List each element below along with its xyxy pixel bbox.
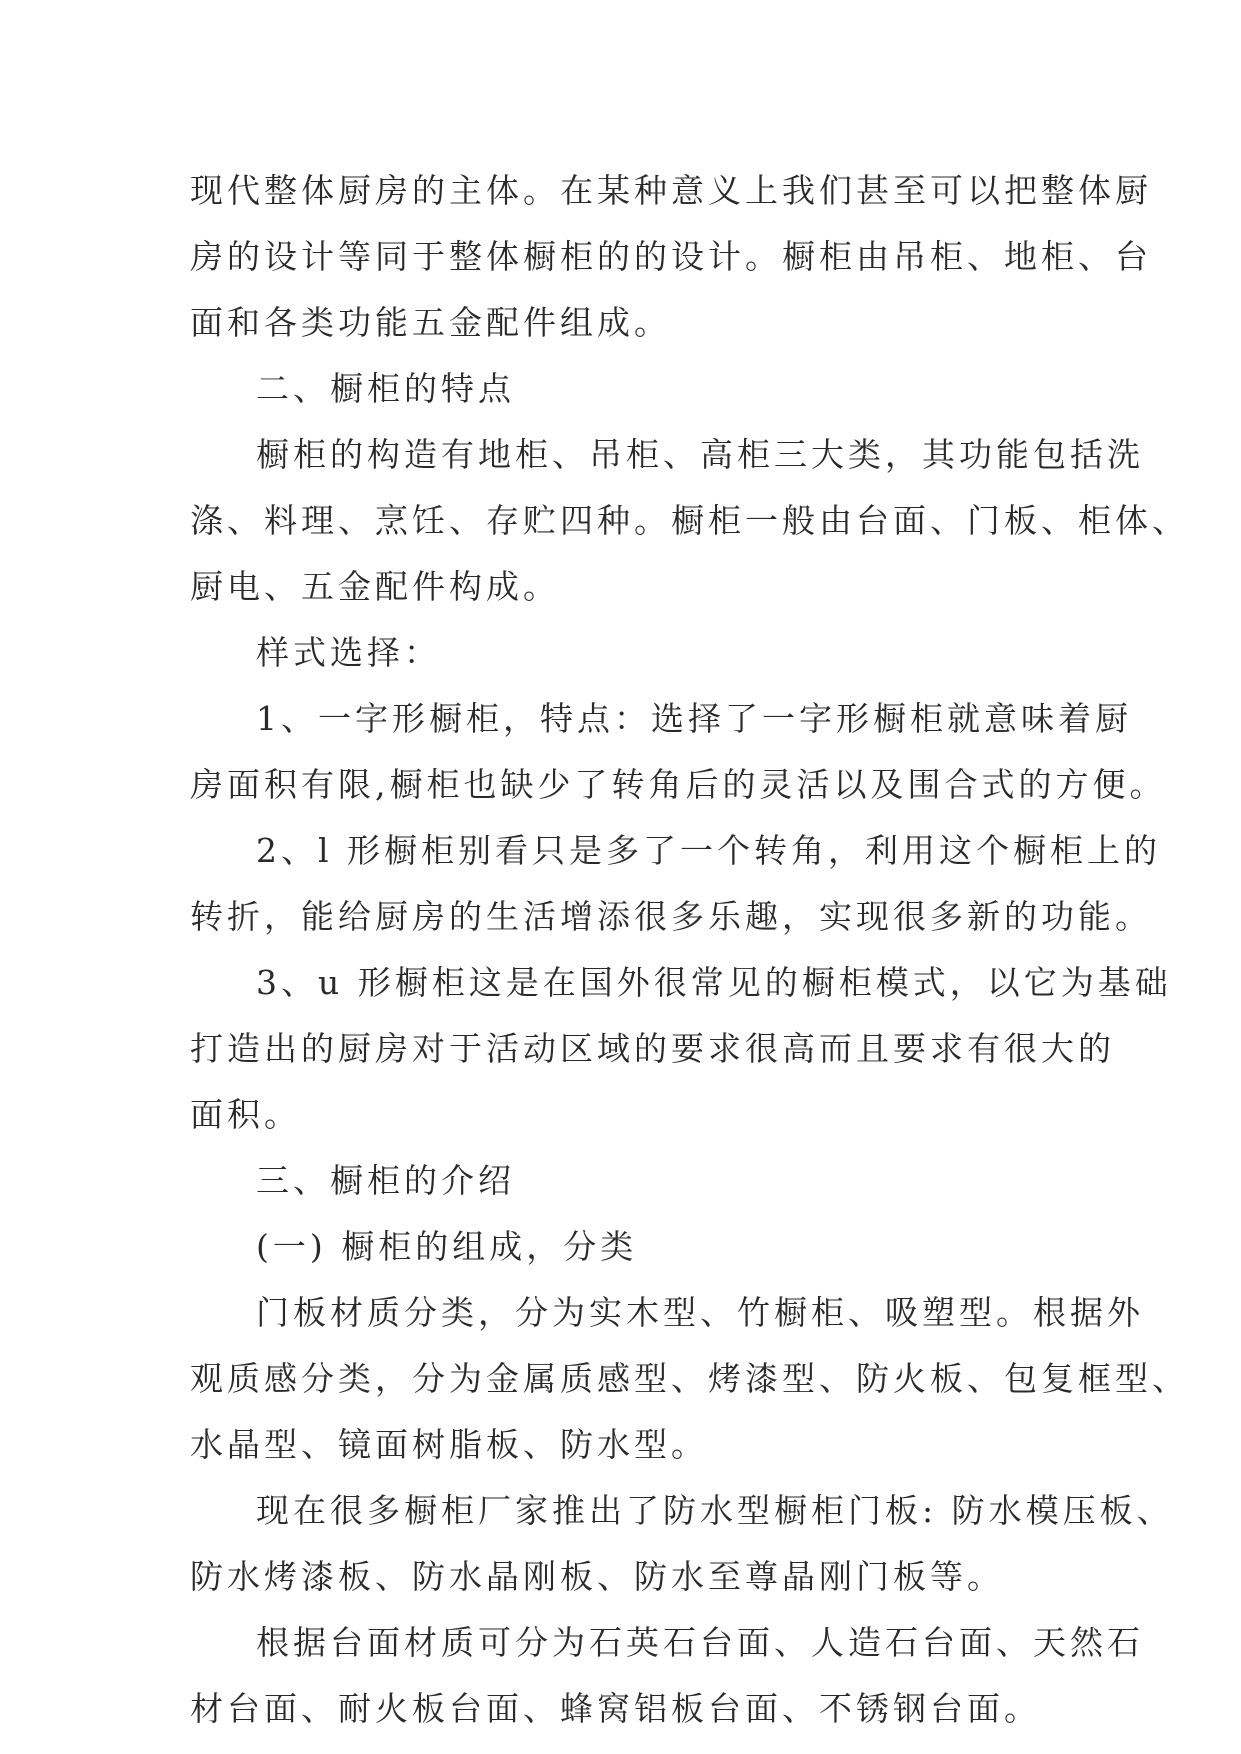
text-line: 门板材质分类，分为实木型、竹橱柜、吸塑型。根据外 bbox=[256, 1293, 1144, 1332]
list-item: 1、一字形橱柜，特点：选择了一字形橱柜就意味着厨 bbox=[256, 699, 1132, 738]
section-heading: 二、橱柜的特点 bbox=[256, 369, 515, 408]
list-item: 2、l 形橱柜别看只是多了一个转角，利用这个橱柜上的 bbox=[256, 831, 1162, 870]
text-line: 现代整体厨房的主体。在某种意义上我们甚至可以把整体厨 bbox=[190, 171, 1152, 210]
text-line: 厨电、五金配件构成。 bbox=[190, 567, 560, 606]
text-line: 房的设计等同于整体橱柜的的设计。橱柜由吊柜、地柜、台 bbox=[190, 237, 1152, 276]
subheading: (一) 橱柜的组成，分类 bbox=[256, 1227, 638, 1266]
text-line: 涤、料理、烹饪、存贮四种。橱柜一般由台面、门板、柜体、 bbox=[190, 501, 1189, 540]
text-line: 转折，能给厨房的生活增添很多乐趣，实现很多新的功能。 bbox=[190, 897, 1152, 936]
text-line: 水晶型、镜面树脂板、防水型。 bbox=[190, 1425, 708, 1464]
text-line: 面积。 bbox=[190, 1095, 301, 1134]
text-line: 防水烤漆板、防水晶刚板、防水至尊晶刚门板等。 bbox=[190, 1557, 1004, 1596]
text-line: 打造出的厨房对于活动区域的要求很高而且要求有很大的 bbox=[190, 1029, 1115, 1068]
text-line: 观质感分类，分为金属质感型、烤漆型、防火板、包复框型、 bbox=[190, 1359, 1189, 1398]
text-line: 面和各类功能五金配件组成。 bbox=[190, 303, 671, 342]
text-line: 材台面、耐火板台面、蜂窝铝板台面、不锈钢台面。 bbox=[190, 1689, 1041, 1728]
text-line: 根据台面材质可分为石英石台面、人造石台面、天然石 bbox=[256, 1623, 1144, 1662]
text-line: 房面积有限,橱柜也缺少了转角后的灵活以及围合式的方便。 bbox=[190, 765, 1167, 804]
text-line: 现在很多橱柜厂家推出了防水型橱柜门板: 防水模压板、 bbox=[256, 1491, 1174, 1530]
text-line: 橱柜的构造有地柜、吊柜、高柜三大类，其功能包括洗 bbox=[256, 435, 1144, 474]
subheading: 样式选择： bbox=[256, 633, 441, 672]
list-item: 3、u 形橱柜这是在国外很常见的橱柜模式，以它为基础 bbox=[256, 963, 1172, 1002]
section-heading: 三、橱柜的介绍 bbox=[256, 1161, 515, 1200]
document-page bbox=[190, 158, 1189, 1742]
